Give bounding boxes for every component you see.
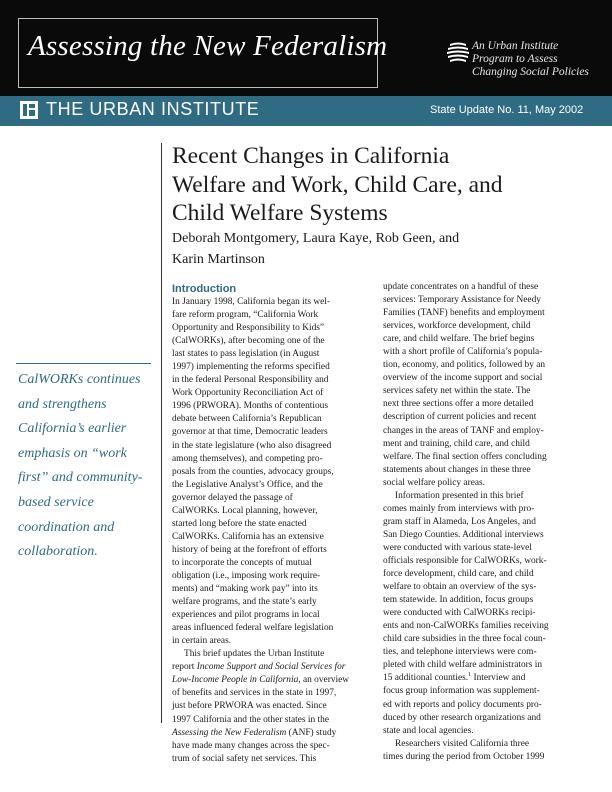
authors — [172, 229, 459, 270]
body-line: debate between California’s Republican — [172, 414, 322, 425]
body-line: overview of the income support and social — [383, 373, 543, 384]
body-line: times during the period from October 1999 — [383, 751, 545, 762]
org-name: THE URBAN INSTITUTE — [46, 99, 260, 119]
body-line: ents and non-CalWORKs families receiving — [383, 621, 549, 632]
program-tagline — [472, 40, 589, 79]
pull-quote-rule — [16, 363, 151, 364]
body-line: update concentrates on a handful of these — [383, 282, 539, 292]
body-text: 15 additional counties. — [383, 673, 469, 684]
body-line: just before PRWORA was enacted. Since — [172, 701, 327, 712]
series-title: Assessing the New Federalism — [28, 30, 388, 62]
body-line: of benefits and services in the state in 1997, — [172, 688, 337, 699]
body-line: social welfare policy areas. — [383, 477, 486, 488]
pull-quote-line: collaboration. — [18, 544, 98, 560]
body-line: were conducted with various state-level — [383, 542, 532, 553]
pull-quote-line: emphasis on “work — [18, 445, 127, 461]
tagline-line: Program to Assess — [472, 53, 558, 65]
author-line: Karin Martinson — [172, 251, 265, 267]
body-line: ties, and telephone interviews were com- — [383, 647, 537, 658]
body-line: among themselves), and competing pro- — [172, 453, 323, 464]
body-line — [172, 661, 362, 674]
article-title — [172, 142, 503, 228]
body-line: fare reform program, “California Work — [172, 310, 319, 321]
body-line: 1996 (PRWORA). Months of contentious — [172, 401, 328, 412]
body-line: in certain areas. — [172, 636, 232, 647]
body-line: Information presented in this brief — [395, 490, 524, 501]
body-line: welfare programs, and the state’s early — [172, 597, 317, 608]
body-line: posals from the counties, advocacy groups, — [172, 466, 334, 477]
body-line: trum of social safety net services. This — [172, 753, 317, 764]
body-line: to incorporate the concepts of mutual — [172, 557, 312, 568]
body-line: welfare to obtain an overview of the sys- — [383, 582, 537, 593]
body-line: last states to pass legislation (in August — [172, 349, 320, 360]
body-line: areas influenced federal welfare legislation — [172, 623, 334, 634]
body-line: tion, economy, and politics, followed by an — [383, 360, 546, 371]
body-line: ment and training, child care, and child — [383, 438, 530, 449]
body-line: were conducted with CalWORKs recipi- — [383, 608, 536, 619]
body-line: comes mainly from interviews with pro- — [383, 503, 535, 514]
body-line: governor at that time, Democratic leaders — [172, 427, 328, 438]
title-line: Recent Changes in California — [172, 143, 450, 169]
pull-quote-line: first” and community- — [18, 470, 143, 486]
title-line: Child Welfare Systems — [172, 200, 388, 226]
body-line: care, and child welfare. The brief begins — [383, 334, 535, 345]
body-line: child care subsidies in the three focal coun- — [383, 634, 546, 645]
body-line: statements about changes in these three — [383, 464, 531, 475]
body-line: pleted with child welfare administrators in — [383, 660, 543, 671]
body-line: in the federal Personal Responsibility and — [172, 375, 329, 386]
body-line — [172, 674, 362, 687]
body-line: In January 1998, California began its wel- — [172, 297, 331, 307]
body-line: gram staff in Alameda, Los Angeles, and — [383, 516, 536, 527]
cited-report-title: Income Support and Social Services for — [196, 662, 346, 673]
pull-quote — [18, 368, 158, 565]
body-line: services safety net within the state. The — [383, 386, 531, 397]
body-column-2 — [383, 281, 593, 764]
body-line: CalWORKs. California has an extensive — [172, 531, 324, 542]
title-line: Welfare and Work, Child Care, and — [172, 171, 503, 198]
body-column-1 — [172, 296, 362, 766]
update-label: State Update No. 11, May 2002 — [430, 104, 584, 116]
body-line: ments) and “making work pay” into its — [172, 584, 318, 595]
body-line: tem statewide. In addition, focus groups — [383, 595, 534, 606]
body-line: Researchers visited California three — [395, 738, 530, 749]
study-name: Assessing the New Federalism — [172, 727, 287, 738]
pull-quote-line: based service — [18, 494, 94, 510]
body-line: San Diego Counties. Additional interviews — [383, 529, 544, 540]
urban-institute-globe-logo — [444, 40, 472, 66]
body-line: history of being at the forefront of efforts — [172, 544, 327, 555]
body-line: have made many changes across the spec- — [172, 740, 330, 751]
body-line: CalWORKs. Local planning, however, — [172, 505, 318, 516]
body-line: welfare. The final section offers concluding — [383, 451, 547, 462]
body-text: , an overview — [298, 675, 350, 686]
body-line: governor delayed the passage of — [172, 492, 293, 503]
body-line: the Legislative Analyst’s Office, and the — [172, 479, 323, 490]
body-line: started long before the state enacted — [172, 518, 307, 529]
pull-quote-line: and strengthens — [18, 396, 107, 412]
body-line: This brief updates the Urban Institute — [184, 649, 325, 660]
body-text: report — [172, 662, 197, 673]
body-line: changes in the areas of TANF and employ- — [383, 425, 544, 436]
urban-institute-mark-icon — [20, 101, 38, 119]
pull-quote-line: coordination and — [18, 519, 115, 535]
body-line — [383, 672, 593, 685]
body-line: 1997 California and the other states in the — [172, 714, 329, 725]
body-line: with a short profile of California’s popula- — [383, 347, 543, 358]
tagline-line: Changing Social Policies — [472, 66, 589, 78]
author-line: Deborah Montgomery, Laura Kaye, Rob Geen, and — [172, 231, 460, 246]
body-line: next three sections offer a more detailed — [383, 399, 534, 410]
body-line: in the state legislature (who also disagreed — [172, 440, 332, 451]
body-text: (ANF) study — [286, 727, 337, 738]
body-line: (CalWORKs), after becoming one of the — [172, 336, 325, 347]
body-line: focus group information was supplement- — [383, 686, 540, 697]
footnote-marker[interactable]: 1 — [468, 672, 472, 679]
body-line: force development, child care, and child — [383, 569, 534, 580]
body-line — [172, 727, 362, 740]
tagline-line: An Urban Institute — [472, 40, 559, 52]
body-line: services, workforce development, child — [383, 321, 531, 332]
body-line: state and local agencies. — [383, 725, 474, 736]
body-line: description of current policies and recent — [383, 412, 537, 423]
body-line: Work Opportunity Reconciliation Act of — [172, 388, 324, 399]
body-line: ed with reports and policy documents pro- — [383, 699, 542, 710]
section-heading: Introduction — [172, 283, 237, 295]
body-line: services: Temporary Assistance for Needy — [383, 295, 541, 306]
body-line: obligation (i.e., imposing work require- — [172, 570, 321, 581]
body-text: Interview and — [471, 673, 526, 684]
pull-quote-line: California’s earlier — [18, 421, 127, 437]
body-line: Opportunity and Responsibility to Kids” — [172, 323, 325, 334]
cited-report-title: Low-Income People in California — [172, 675, 299, 686]
body-line: experiences and pilot programs in local — [172, 610, 320, 621]
body-line: duced by other research organizations and — [383, 712, 541, 723]
column-divider — [161, 143, 162, 723]
body-line: Families (TANF) benefits and employment — [383, 308, 545, 319]
body-line: officials responsible for CalWORKs, work- — [383, 555, 547, 566]
body-line: 1997) implementing the reforms specified — [172, 362, 330, 373]
pull-quote-line: CalWORKs continues — [18, 372, 141, 387]
